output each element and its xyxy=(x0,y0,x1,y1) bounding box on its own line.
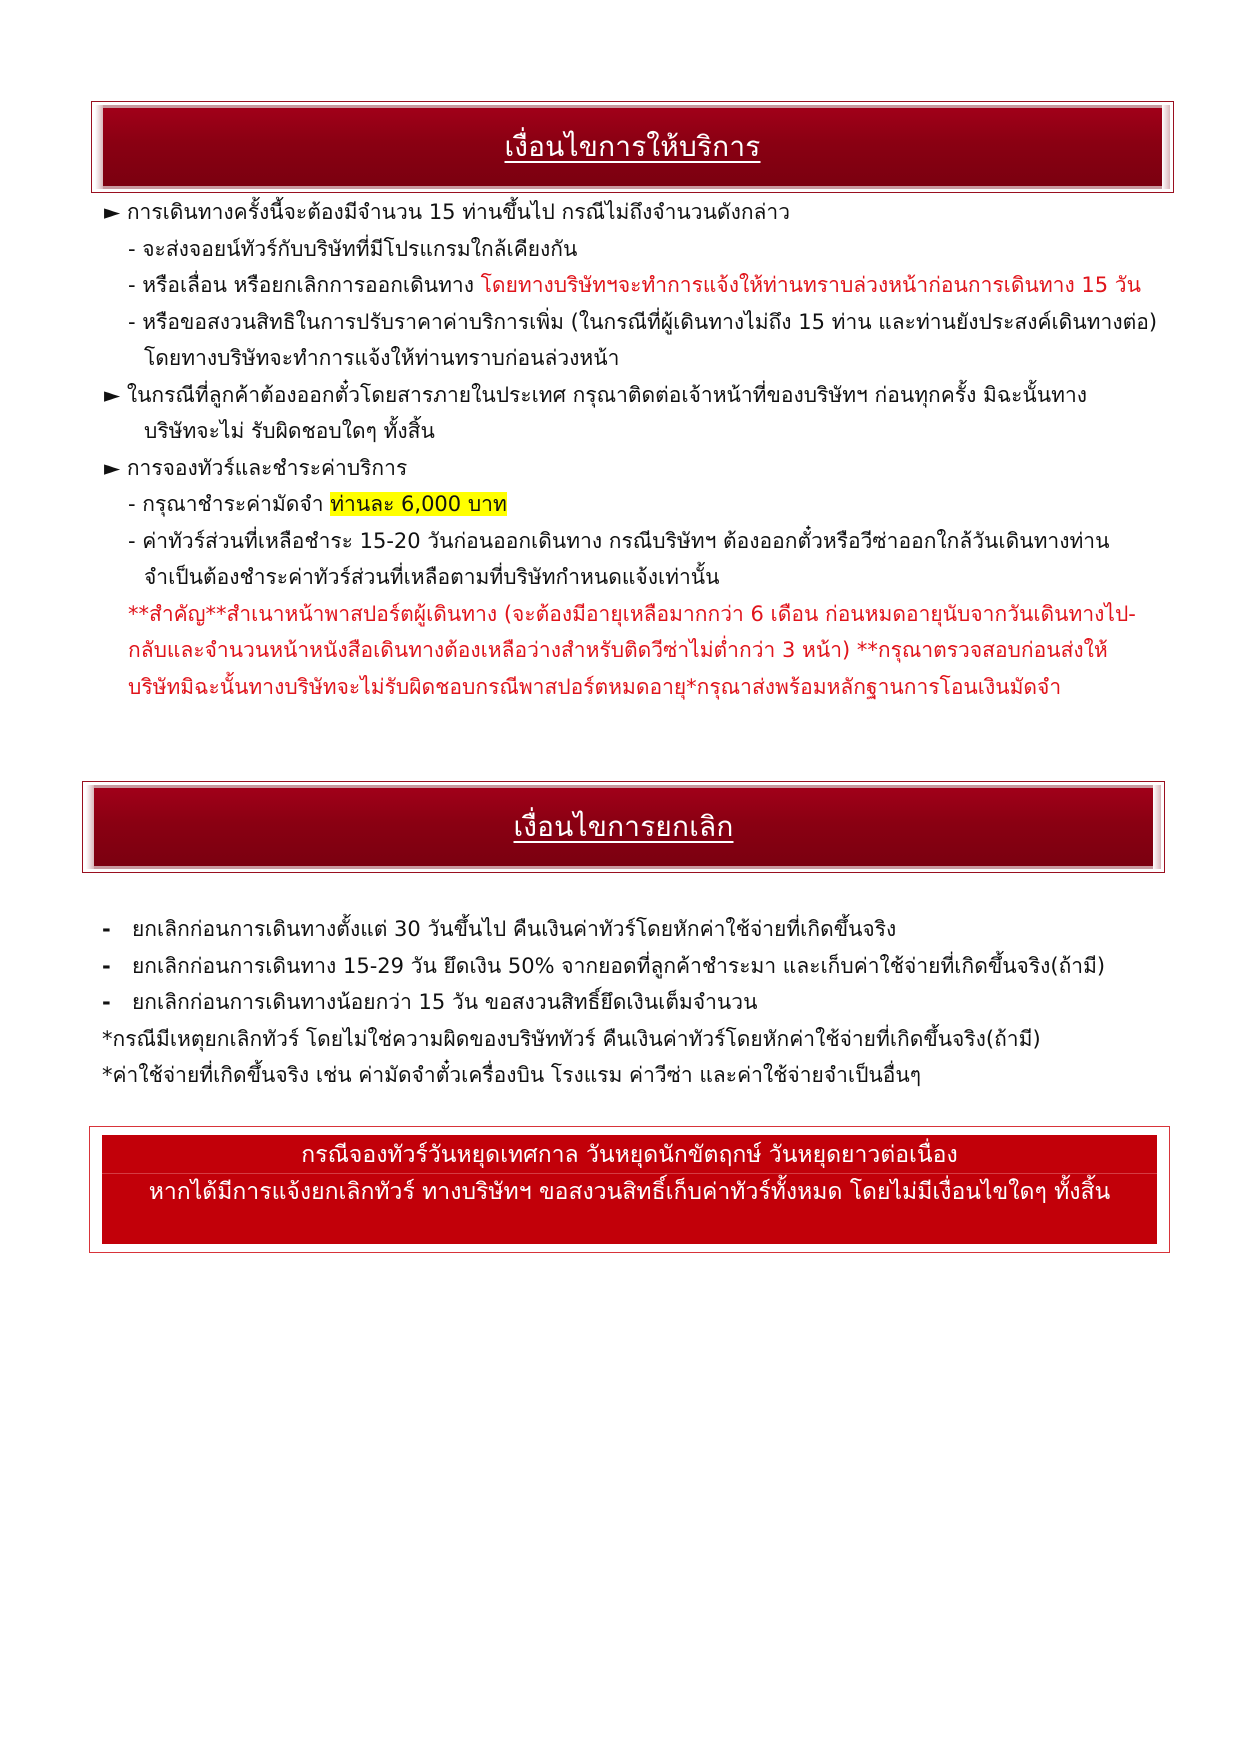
holiday-notice-box xyxy=(89,1126,1170,1253)
cancellation-item: - ยกเลิกก่อนการเดินทางน้อยกว่า 15 วัน ขอสงวนสิทธิ์ยึดเงินเต็มจำนวน xyxy=(102,990,758,1014)
service-conditions-body xyxy=(104,194,1157,705)
cancellation-conditions-title: เงื่อนไขการยกเลิก xyxy=(513,810,734,843)
cancellation-note: *ค่าใช้จ่ายที่เกิดขึ้นจริง เช่น ค่ามัดจำตั๋วเครื่องบิน โรงแรม ค่าวีซ่า และค่าใช้จ่ายจำเป็นอื่นๆ xyxy=(102,1063,922,1087)
condition-line: ► การจองทัวร์และชำระค่าบริการ xyxy=(104,455,408,480)
cancellation-conditions-body xyxy=(102,911,1105,1094)
notice-divider xyxy=(102,1173,1157,1174)
condition-line: ► ในกรณีที่ลูกค้าต้องออกตั๋วโดยสารภายในประเทศ กรุณาติดต่อเจ้าหน้าที่ของบริษัทฯ ก่อนทุกครั้ง มิฉะนั้นทาง xyxy=(104,382,1088,407)
important-note-line: บริษัทมิฉะนั้นทางบริษัทจะไม่รับผิดชอบกรณีพาสปอร์ตหมดอายุ*กรุณาส่งพร้อมหลักฐานการโอนเงินมัดจำ xyxy=(128,674,1062,699)
condition-line: - หรือเลื่อน หรือยกเลิกการออกเดินทาง โดยทางบริษัทฯจะทำการแจ้งให้ท่านทราบล่วงหน้าก่อนการเดินทาง 15 วัน xyxy=(128,273,1141,297)
holiday-notice-panel xyxy=(102,1135,1157,1244)
important-note-line: กลับและจำนวนหน้าหนังสือเดินทางต้องเหลือว่างสำหรับติดวีซ่าไม่ต่ำกว่า 3 หน้า) **กรุณาตรวจสอบก่อนส่งให้ xyxy=(128,638,1108,662)
cancellation-note: *กรณีมีเหตุยกเลิกทัวร์ โดยไม่ใช่ความผิดของบริษัททัวร์ คืนเงินค่าทัวร์โดยหักค่าใช้จ่ายที่เกิดขึ้นจริง(ถ้ามี) xyxy=(102,1026,1041,1051)
holiday-notice-line-2: หากได้มีการแจ้งยกเลิกทัวร์ ทางบริษัทฯ ขอสงวนสิทธิ์เก็บค่าทัวร์ทั้งหมด โดยไม่มีเงื่อนไขใดๆ ทั้งสิ้น xyxy=(148,1179,1111,1205)
condition-line: ► การเดินทางครั้งนี้จะต้องมีจำนวน 15 ท่านขึ้นไป กรณีไม่ถึงจำนวนดังกล่าว xyxy=(104,200,790,224)
holiday-notice-line-1: กรณีจองทัวร์วันหยุดเทศกาล วันหยุดนักขัตฤกษ์ วันหยุดยาวต่อเนื่อง xyxy=(301,1142,958,1168)
condition-line: - กรุณาชำระค่ามัดจำ ท่านละ 6,000 บาท xyxy=(128,492,507,516)
condition-line: - จะส่งจอยน์ทัวร์กับบริษัทที่มีโปรแกรมใกล้เคียงกัน xyxy=(128,236,578,261)
cancellation-conditions-banner xyxy=(83,782,1164,872)
condition-line: จำเป็นต้องชำระค่าทัวร์ส่วนที่เหลือตามที่บริษัทกำหนดแจ้งเท่านั้น xyxy=(144,565,720,589)
condition-line: โดยทางบริษัทจะทำการแจ้งให้ท่านทราบก่อนล่วงหน้า xyxy=(144,346,620,370)
service-conditions-banner xyxy=(92,102,1173,192)
condition-line: - ค่าทัวร์ส่วนที่เหลือชำระ 15-20 วันก่อนออกเดินทาง กรณีบริษัทฯ ต้องออกตั๋วหรือวีซ่าออกใกล้วันเดินทางท่าน xyxy=(128,528,1110,553)
cancellation-item: - ยกเลิกก่อนการเดินทางตั้งแต่ 30 วันขึ้นไป คืนเงินค่าทัวร์โดยหักค่าใช้จ่ายที่เกิดขึ้นจริง xyxy=(102,917,897,941)
deposit-amount-highlight: ท่านละ 6,000 บาท xyxy=(330,492,507,516)
condition-line: บริษัทจะไม่ รับผิดชอบใดๆ ทั้งสิ้น xyxy=(144,419,435,443)
condition-line: - หรือขอสงวนสิทธิในการปรับราคาค่าบริการเพิ่ม (ในกรณีที่ผู้เดินทางไม่ถึง 15 ท่าน และท่านยังประสงค์เดินทางต่อ) xyxy=(128,309,1158,334)
service-conditions-title: เงื่อนไขการให้บริการ xyxy=(504,130,761,163)
notice-advance-text: โดยทางบริษัทฯจะทำการแจ้งให้ท่านทราบล่วงหน้าก่อนการเดินทาง 15 วัน xyxy=(480,273,1141,297)
important-note-line: **สำคัญ**สำเนาหน้าพาสปอร์ตผู้เดินทาง (จะต้องมีอายุเหลือมากกว่า 6 เดือน ก่อนหมดอายุนับจากวันเดินทางไป- xyxy=(128,601,1136,626)
cancellation-item: - ยกเลิกก่อนการเดินทาง 15-29 วัน ยึดเงิน 50% จากยอดที่ลูกค้าชำระมา และเก็บค่าใช้จ่ายที่เกิดขึ้นจริง(ถ้ามี) xyxy=(102,953,1106,978)
